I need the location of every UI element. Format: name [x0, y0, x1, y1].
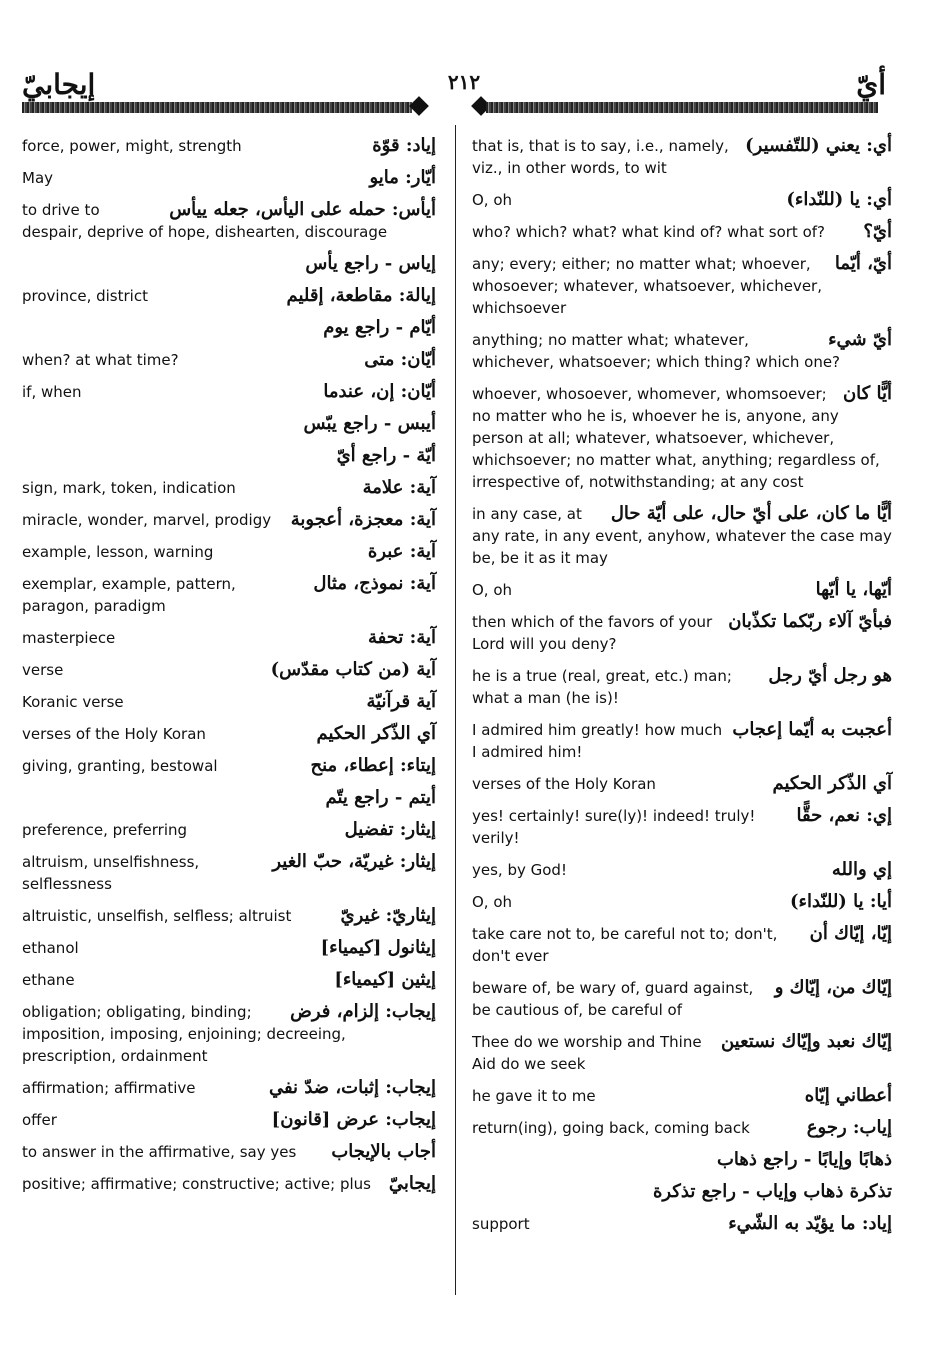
entry-arabic: أيّ، أيّما [834, 253, 892, 274]
entry-english: that is, that is to say, i.e., namely, viz., in other words, to wit [472, 137, 729, 177]
entry-arabic: أي: يعني (للتّفسير) [745, 135, 892, 156]
entry-english: verse [22, 661, 64, 679]
entry-english: beware of, be wary of, guard against, be cautious of, be careful of [472, 979, 754, 1019]
entry-english: exemplar, example, pattern, paragon, paradigm [22, 575, 236, 615]
dictionary-entry [22, 349, 436, 371]
entry-english: return(ing), going back, coming back [472, 1119, 750, 1137]
entry-arabic: إياد: قوّة [372, 135, 436, 156]
entry-english: who? which? what? what kind of? what sort of? [472, 223, 825, 241]
entry-english: O, oh [472, 581, 513, 599]
entry-arabic: أعجبت به أيّما إعجاب [732, 719, 892, 740]
entry-english: verses of the Holy Koran [22, 725, 206, 743]
entry-english: to answer in the affirmative, say yes [22, 1143, 297, 1161]
entry-arabic: آية: نموذج، مثال [313, 573, 436, 594]
entry-arabic: أيأس: حمله على اليأس، جعله ييأس [169, 199, 436, 220]
dictionary-entry [22, 285, 436, 307]
entry-english: Thee do we worship and Thine Aid do we seek [472, 1033, 702, 1073]
dictionary-entry [22, 1077, 436, 1099]
dictionary-entry [22, 317, 436, 339]
dictionary-entry [22, 905, 436, 927]
entry-english: when? at what time? [22, 351, 179, 369]
header-rule-left [22, 102, 412, 113]
entry-english: affirmation; affirmative [22, 1079, 196, 1097]
dictionary-entry [472, 1085, 892, 1107]
entry-arabic: إيثاريّ: غيريّ [340, 905, 436, 926]
dictionary-entry [22, 659, 436, 681]
entry-english: ethane [22, 971, 75, 989]
entry-english: support [472, 1215, 530, 1233]
entry-arabic: إيثانول [كيمياء] [320, 937, 436, 958]
entry-english: offer [22, 1111, 57, 1129]
entry-arabic: أيّة - راجع أيّ [336, 445, 436, 466]
dictionary-entry [22, 969, 436, 991]
entry-english: to drive to despair, deprive of hope, dishearten, discourage [22, 201, 388, 241]
entry-arabic: إي والله [831, 859, 892, 880]
dictionary-entry [22, 381, 436, 403]
entry-arabic: آي الذّكر الحكيم [316, 723, 436, 744]
entry-arabic: أيّام - راجع يوم [323, 317, 436, 338]
entry-english: masterpiece [22, 629, 116, 647]
left-column [22, 135, 436, 1205]
page-header [0, 62, 928, 122]
dictionary-entry [472, 329, 892, 373]
dictionary-entry [22, 723, 436, 745]
entry-arabic: آي الذّكر الحكيم [772, 773, 892, 794]
dictionary-entry [22, 1173, 436, 1195]
entry-english: altruistic, unselfish, selfless; altruist [22, 907, 292, 925]
dictionary-entry [22, 1141, 436, 1163]
entry-english: miracle, wonder, marvel, prodigy [22, 511, 272, 529]
entry-arabic: أيّ شيء [828, 329, 892, 350]
dictionary-entry [22, 691, 436, 713]
entry-english: he gave it to me [472, 1087, 596, 1105]
right-column [472, 135, 892, 1245]
entry-english: altruism, unselfishness, selflessness [22, 853, 200, 893]
dictionary-entry [472, 923, 892, 967]
entry-english: sign, mark, token, indication [22, 479, 236, 497]
entry-arabic: آية (من كتاب مقدّس) [270, 659, 436, 680]
entry-arabic: إي: نعم، حقًّا [796, 805, 892, 826]
entry-english: in any case, at any rate, in any event, anyhow, whatever the case may be, be it as it may [472, 505, 892, 567]
entry-arabic: إيجاب: عرض [قانون] [271, 1109, 436, 1130]
page-number: ٢١٢ [447, 70, 481, 94]
entry-arabic: تذكرة ذهاب وإياب - راجع تذكرة [652, 1181, 892, 1202]
dictionary-entry [472, 1031, 892, 1075]
entry-english: preference, preferring [22, 821, 188, 839]
dictionary-entry [472, 805, 892, 849]
dictionary-entry [472, 135, 892, 179]
dictionary-entry [22, 787, 436, 809]
dictionary-entry [22, 253, 436, 275]
entry-arabic: آية: معجزة، أعجوبة [290, 509, 436, 530]
dictionary-entry [22, 819, 436, 841]
entry-english: province, district [22, 287, 148, 305]
entry-arabic: إيجاب: إلزام، فرض [290, 1001, 436, 1022]
entry-arabic: إيثار: تفضيل [344, 819, 436, 840]
entry-english: whoever, whosoever, whomever, whomsoever; no matter who he is, whoever he is, anyone, any person at all; whatever, whatsoever, whichever, whichsoever; no matter what, anything; regardless of, irrespective of, notwithstanding; at any cost [472, 385, 880, 491]
entry-arabic: أيّ؟ [863, 221, 892, 242]
dictionary-entry [22, 573, 436, 617]
entry-english: Koranic verse [22, 693, 124, 711]
dictionary-entry [472, 503, 892, 569]
entry-arabic: أعطاني إيّاه [804, 1085, 892, 1106]
dictionary-entry [472, 189, 892, 211]
entry-english: O, oh [472, 893, 513, 911]
entry-arabic: أيّان: متى [364, 349, 436, 370]
dictionary-entry [22, 851, 436, 895]
entry-arabic: إياد: ما يؤيّد به الشّيء [728, 1213, 892, 1234]
column-divider [455, 125, 456, 1295]
entry-arabic: أيتم - راجع يتّم [325, 787, 436, 808]
entry-arabic: أيا: يا (للنّداء) [790, 891, 892, 912]
entry-arabic: إيثار: غيريّة، حبّ الغير [272, 851, 436, 872]
entry-english: giving, granting, bestowal [22, 757, 218, 775]
dictionary-entry [22, 627, 436, 649]
header-left-word: إيجابيّ [22, 68, 96, 101]
entry-english: obligation; obligating, binding; imposition, imposing, enjoining; decreeing, prescription, ordainment [22, 1003, 346, 1065]
entry-english: take care not to, be careful not to; don't, don't ever [472, 925, 778, 965]
entry-english: yes, by God! [472, 861, 567, 879]
entry-english: he is a true (real, great, etc.) man; what a man (he is)! [472, 667, 732, 707]
dictionary-entry [472, 859, 892, 881]
entry-arabic: هو رجل أيّ رجل [768, 665, 892, 686]
dictionary-entry [22, 445, 436, 467]
entry-arabic: إيّاك من، إيّاك و [774, 977, 892, 998]
entry-arabic: آية: عبرة [367, 541, 436, 562]
header-rule-right [486, 102, 878, 113]
entry-arabic: أيّها، يا أيّها [815, 579, 892, 600]
entry-arabic: إيّاك نعبد وإيّاك نستعين [720, 1031, 892, 1052]
entry-arabic: أيبس - راجع يبّس [303, 413, 436, 434]
dictionary-entry [22, 1109, 436, 1131]
dictionary-entry [472, 977, 892, 1021]
entry-english: O, oh [472, 191, 513, 209]
dictionary-entry [472, 1117, 892, 1139]
entry-english: yes! certainly! sure(ly)! indeed! truly! verily! [472, 807, 756, 847]
dictionary-entry [472, 221, 892, 243]
dictionary-entry [472, 719, 892, 763]
entry-arabic: آية: علامة [362, 477, 436, 498]
dictionary-entry [22, 199, 436, 243]
dictionary-entry [22, 509, 436, 531]
entry-arabic: إيجابيّ [388, 1173, 436, 1194]
entry-arabic: فبأيّ آلاء ربّكما تكذّبان [728, 611, 892, 632]
entry-english: I admired him greatly! how much I admired him! [472, 721, 723, 761]
entry-english: ethanol [22, 939, 79, 957]
entry-arabic: أيًّا كان [842, 383, 892, 404]
entry-english: if, when [22, 383, 82, 401]
entry-english: anything; no matter what; whatever, whichever, whatsoever; which thing? which one? [472, 331, 841, 371]
dictionary-entry [472, 773, 892, 795]
entry-arabic: إيثين [كيمياء] [334, 969, 436, 990]
dictionary-entry [22, 755, 436, 777]
dictionary-entry [472, 383, 892, 493]
entry-arabic: آية قرآنيّة [366, 691, 436, 712]
dictionary-entry [22, 413, 436, 435]
entry-arabic: إيجاب: إثبات، ضدّ نفي [268, 1077, 436, 1098]
entry-english: verses of the Holy Koran [472, 775, 656, 793]
entry-arabic: ذهابًا وإيابًا - راجع ذهاب [716, 1149, 892, 1170]
entry-arabic: أيًّا ما كان، على أيّ حال، على أيّة حال [610, 503, 892, 524]
entry-english: force, power, might, strength [22, 137, 242, 155]
entry-english: May [22, 169, 54, 187]
dictionary-entry [22, 937, 436, 959]
dictionary-entry [22, 477, 436, 499]
entry-arabic: أجاب بالإيجاب [331, 1141, 436, 1162]
dictionary-entry [472, 665, 892, 709]
dictionary-entry [472, 1149, 892, 1171]
dictionary-entry [472, 1213, 892, 1235]
dictionary-entry [472, 253, 892, 319]
entry-english: then which of the favors of your Lord will you deny? [472, 613, 713, 653]
entry-arabic: إياس - راجع يأس [305, 253, 436, 274]
entry-arabic: إيالة: مقاطعة، إقليم [286, 285, 436, 306]
dictionary-entry [22, 541, 436, 563]
dictionary-entry [22, 135, 436, 157]
entry-english: positive; affirmative; constructive; active; plus [22, 1175, 371, 1193]
dictionary-entry [472, 611, 892, 655]
entry-arabic: إيّا، إيّاك أن [809, 923, 892, 944]
entry-arabic: إياب: رجوع [806, 1117, 892, 1138]
dictionary-entry [472, 1181, 892, 1203]
entry-english: any; every; either; no matter what; whoever, whosoever; whatever, whatsoever, whichever, whichsoever [472, 255, 822, 317]
header-right-word: أيّ [856, 68, 886, 101]
dictionary-entry [22, 167, 436, 189]
dictionary-entry [22, 1001, 436, 1067]
entry-arabic: إيتاء: إعطاء، منح [310, 755, 436, 776]
entry-english: example, lesson, warning [22, 543, 214, 561]
dictionary-entry [472, 579, 892, 601]
entry-arabic: آية: تحفة [368, 627, 436, 648]
entry-arabic: أي: يا (للنّداء) [786, 189, 892, 210]
entry-arabic: أيّار: مايو [369, 167, 436, 188]
entry-arabic: أيّان: إن، عندما [323, 381, 436, 402]
dictionary-entry [472, 891, 892, 913]
